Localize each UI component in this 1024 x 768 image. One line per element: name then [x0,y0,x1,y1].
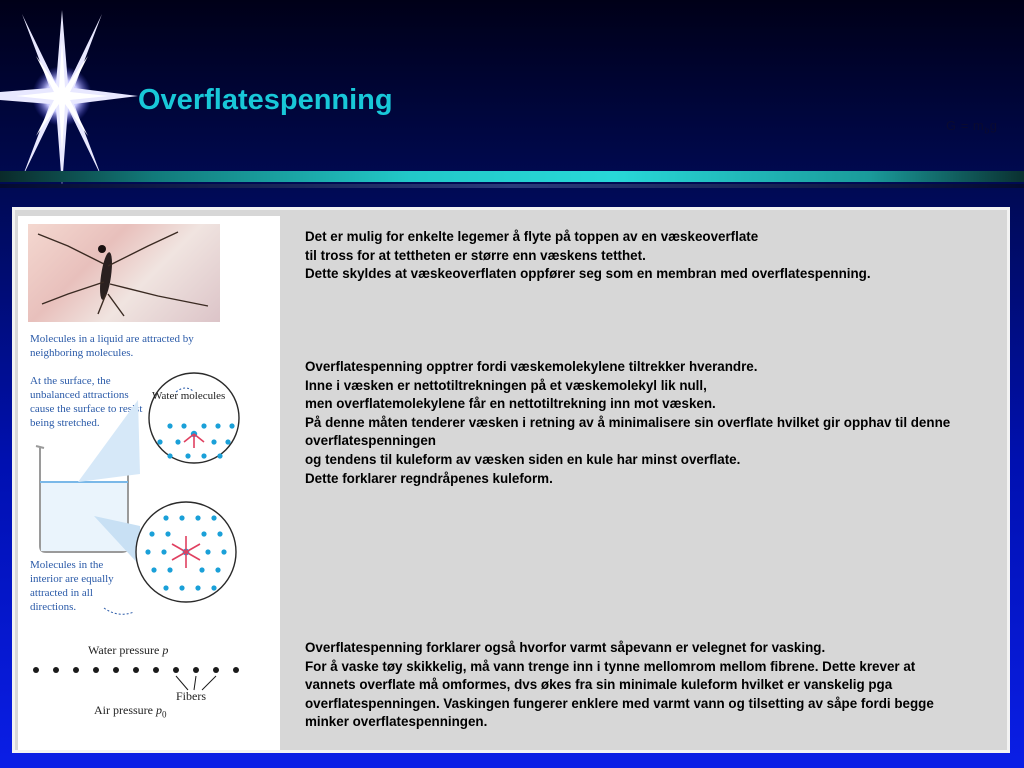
label-air-pressure: Air pressure $p_0$ [94,703,167,720]
surface-tension-figure [18,216,280,750]
paragraph-floating: Det er mulig for enkelte legemer å flyte på toppen av en væskeoverflate til tross for at tettheten er større enn væskens tetthet. Dette skyldes at væskeoverflaten oppfører seg som en membran med overflatespenning. [305,229,871,282]
figure-caption-neighbors: Molecules in a liquid are attracted by neighboring molecules. [30,333,194,359]
slide-title: Overflatespenning [138,84,393,116]
label-fibers: Fibers [176,689,206,703]
figure-caption-interior: Molecules in the interior are equally attracted in all directions. [30,559,114,613]
formula: $G = m_bg$ [946,118,998,136]
paragraph-molecular-attraction: Overflatespenning opptrer fordi væskemolekylene tiltrekker hverandre. Inne i væsken er nettotiltrekningen på et væskemolekyl lik null, men overflatemolekylene får en nettotiltrekning inn mot væsken. På denne måten tenderer væsken i retning av å minimalisere sin overflate hvilket gir opphav til denne overflatespenningen og tendens til kuleform av væsken siden en kule har minst overflate. Dette forklarer regndråpenes kuleform. [305,359,951,486]
paragraph-washing: Overflatespenning forklarer også hvorfor varmt såpevann er velegnet for vasking. For å vaske tøy skikkelig, må vann trenge inn i tynne mellomrom mellom fibrene. Dette krever at vannets overflate må omformes, dvs økes fra sin minimale kuleform hvilket er vanskelig pga overflatespenningen. Vaskingen fungerer enklere med varmt vann og tilsetting av såpe fordi begge minker overflatespenningen. [305,640,934,730]
water-strider-icon [28,224,220,322]
label-water-pressure: Water pressure p [88,643,169,657]
label-water-molecules: Water molecules [152,390,226,402]
figure-caption-surface: At the surface, the unbalanced attractions cause the surface to resist being stretched. [30,375,143,429]
star-decoration-icon [0,0,150,190]
header-divider [0,171,1024,182]
header-divider-shadow [0,184,1024,188]
water-strider-photo [28,224,220,322]
